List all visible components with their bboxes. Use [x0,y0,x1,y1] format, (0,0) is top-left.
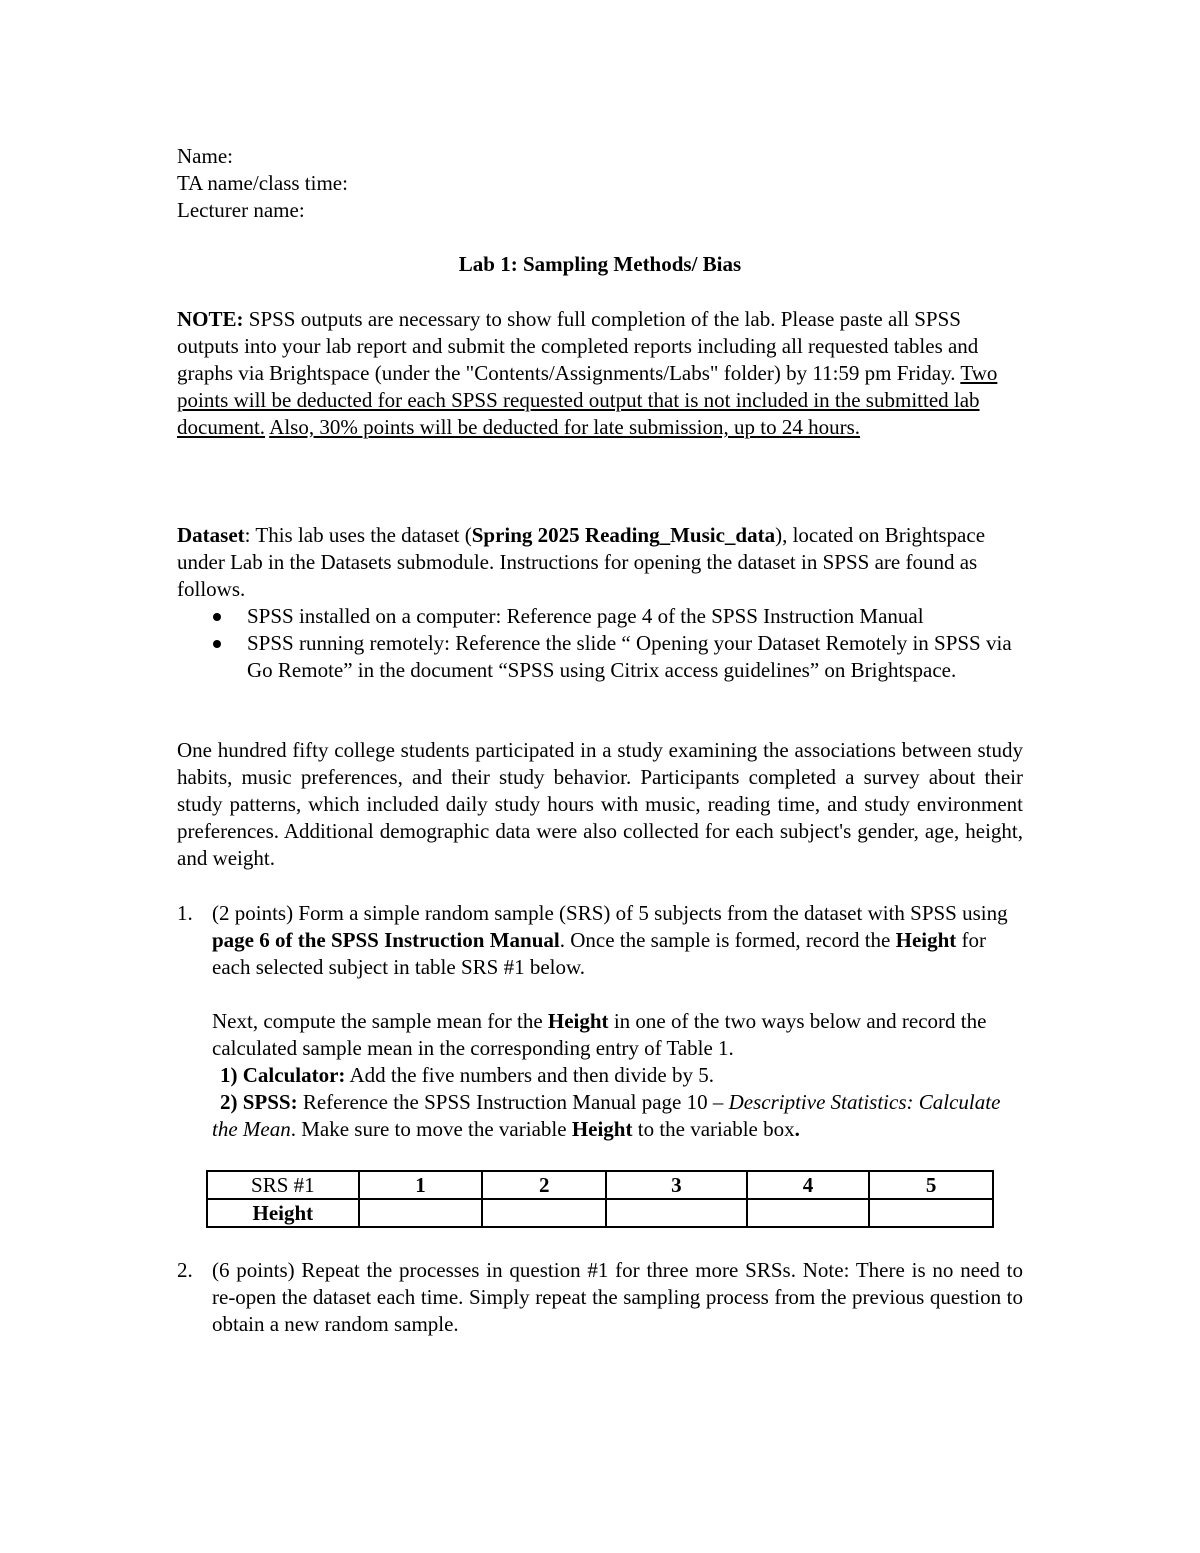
table-column-header: 5 [869,1171,993,1199]
q1-text-2: . Once the sample is formed, record the [559,928,896,952]
table-header-label: SRS #1 [207,1171,359,1199]
calculator-option [212,1062,1023,1089]
spss-text-2: . Make sure to move the variable [290,1117,572,1141]
table-cell[interactable] [869,1199,993,1227]
title-block [177,251,1023,278]
spss-bold: Height [571,1117,633,1141]
spss-italic: Descriptive Statistics: Calculate the Mean [212,1090,1001,1141]
q1-next-1: Next, compute the sample mean for the [212,1009,548,1033]
note-underlined-2: Also, 30% points will be deducted for late submission, up to 24 hours. [269,415,861,439]
question-number: 1. [177,901,193,925]
note-paragraph [177,306,1023,441]
dataset-paragraph [177,522,1023,603]
spss-option [212,1089,1023,1143]
note-block [177,306,1023,441]
table-cell[interactable] [606,1199,747,1227]
table-row [207,1199,993,1227]
calc-text: Add the five numbers and then divide by 5. [345,1063,714,1087]
calc-label: 1) Calculator: [220,1063,346,1087]
table-header-row [207,1171,993,1199]
question-1-text [212,900,1023,981]
list-item [177,630,1023,684]
table-row-label: Height [207,1199,359,1227]
note-text: SPSS outputs are necessary to show full completion of the lab. Please paste all SPSS outputs into your lab report and submit the completed reports including all requested tables and graphs via Brightspace (under the "Contents/Assignments/Labs" folder) by 11:59 pm Friday. [177,307,979,385]
table-cell[interactable] [482,1199,606,1227]
q1-bold-1: page 6 of the SPSS Instruction Manual [212,928,560,952]
dataset-text-2: ), located on Brightspace under Lab in the Datasets submodule. Instructions for opening the dataset in SPSS are found as follows. [177,523,986,601]
question-2-body [177,1257,1023,1338]
note-underlined-1: Two points will be deducted for each SPSS requested output that is not included in the submitted lab document. [177,361,998,439]
ta-label: TA name/class time: [177,171,348,195]
question-number: 2. [177,1258,193,1282]
table-column-header: 4 [747,1171,870,1199]
dataset-label: Dataset [177,523,245,547]
spss-label: 2) SPSS: [220,1090,298,1114]
question-1 [177,900,1023,1143]
page-title: Lab 1: Sampling Methods/ Bias [458,252,742,276]
dataset-bullet-list [177,603,1023,684]
header-block [177,143,1023,224]
q1-text-3: for each selected subject in table SRS #1 below. [212,928,987,979]
q1-text-1: (2 points) Form a simple random sample (SRS) of 5 subjects from the dataset with SPSS using [212,901,1008,925]
spss-text: Reference the SPSS Instruction Manual page 10 – [297,1090,729,1114]
dataset-block [177,522,1023,684]
dataset-name: Spring 2025 Reading_Music_data [471,523,776,547]
question-1-body [177,900,1023,1143]
name-label: Name: [177,144,233,168]
spss-indent [212,1089,298,1116]
spss-text-3: to the variable box [632,1117,795,1141]
question-2-text: (6 points) Repeat the processes in question #1 for three more SRSs. Note: There is no need to re-open the dataset each time. Simply repeat the sampling process from the previous question to obtain a new random sample. [212,1258,1023,1336]
bullet-icon [213,640,221,648]
q1-next-bold: Height [547,1009,609,1033]
bullet-text: SPSS installed on a computer: Reference page 4 of the SPSS Instruction Manual [247,604,924,628]
table-column-header: 3 [606,1171,747,1199]
question-2 [177,1257,1023,1338]
q1-bold-2: Height [895,928,957,952]
table-cell[interactable] [359,1199,483,1227]
question-1-next [212,1008,1023,1062]
bullet-icon [213,613,221,621]
intro-paragraph: One hundred fifty college students participated in a study examining the associations between study habits, music preferences, and their study behavior. Participants completed a survey about their study patterns, which included daily study hours with music, reading time, and study environment preferences. Additional demographic data were also collected for each subject's gender, age, height, and weight. [177,738,1023,870]
intro-block [177,737,1023,872]
note-label: NOTE: [177,307,244,331]
spacer [212,981,1023,1008]
q1-next-2: in one of the two ways below and record the calculated sample mean in the corresponding entry of Table 1. [212,1009,987,1060]
spss-period: . [794,1117,800,1141]
bullet-text: SPSS running remotely: Reference the slide “ Opening your Dataset Remotely in SPSS via Go Remote” in the document “SPSS using Citrix access guidelines” on Brightspace. [247,631,1012,682]
srs-table [206,1170,994,1228]
table-column-header: 2 [482,1171,606,1199]
table-column-header: 1 [359,1171,483,1199]
list-item [177,603,1023,630]
table-cell[interactable] [747,1199,870,1227]
lecturer-label: Lecturer name: [177,198,305,222]
dataset-text-1: : This lab uses the dataset ( [244,523,472,547]
